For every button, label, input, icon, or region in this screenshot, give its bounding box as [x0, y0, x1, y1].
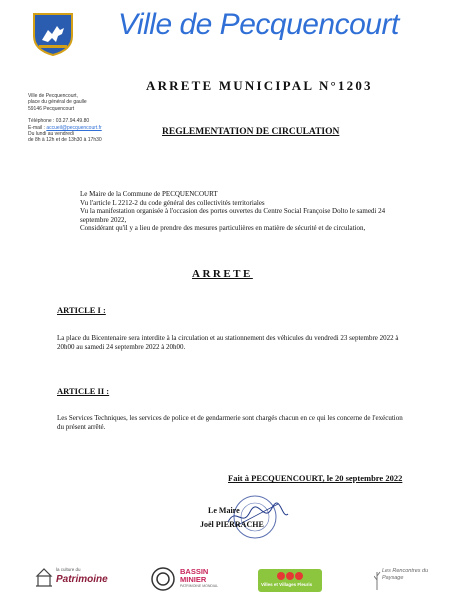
article-2-heading: ARTICLE II : — [57, 386, 110, 396]
town-crest-logo — [30, 12, 76, 56]
contact-email-link[interactable]: accueil@pecquencourt.fr — [46, 124, 102, 131]
bassin-minier-text: BASSIN MINIER — [180, 567, 209, 584]
rencontres-paysage-text: Les Rencontres du Paysage — [382, 568, 429, 581]
contact-phone: Téléphone : 03.27.94.49.80 — [28, 118, 90, 125]
preamble — [80, 190, 400, 233]
villes-fleuris-text: Villes et Villages Fleuris — [261, 582, 313, 587]
flowers-icon — [276, 571, 304, 581]
article-1-text: La place du Bicentenaire sera interdite à la circulation et au stationnement des véhicules du vendredi 23 septembre 2022 à 20h00 au samedi 24 septembre 2022 à 20h00. — [57, 334, 399, 351]
town-title: Ville de Pecquencourt — [118, 8, 399, 41]
rencontres-paysage-logo — [374, 566, 434, 592]
patrimoine-logo — [34, 566, 114, 592]
contact-line: place du général de gaulle — [28, 99, 87, 106]
subject-heading: REGLEMENTATION DE CIRCULATION — [162, 127, 340, 137]
unesco-emblem-icon — [150, 566, 176, 592]
leaf-icon — [374, 568, 381, 590]
patrimoine-small-text: la culture du — [56, 567, 81, 572]
preamble-line: Le Maire de la Commune de PECQUENCOURT — [80, 190, 218, 198]
signatory-role: Le Maire — [208, 506, 240, 515]
arrete-heading: ARRETE — [192, 268, 253, 280]
preamble-line: Vu l'article L 2212-2 du code général des collectivités territoriales — [80, 198, 265, 207]
article-2-text: Les Services Techniques, les services de police et de gendarmerie sont chargés chacun en ce qui les concerne de l'exécution du présent arrêté. — [57, 414, 403, 431]
signatory-name: Joël PIERRACHE — [200, 520, 264, 529]
preamble-line: Considérant qu'il y a lieu de prendre des mesures particulières en matière de sécurité et de circulation, — [80, 224, 366, 233]
contact-hours: Du lundi au vendredi — [28, 131, 74, 138]
contact-block — [28, 93, 138, 144]
villes-fleuris-logo — [258, 569, 322, 592]
contact-line: Ville de Pecquencourt, — [28, 93, 78, 99]
signature-place-date: Fait à PECQUENCOURT, le 20 septembre 2022 — [228, 473, 403, 483]
patrimoine-big-text: Patrimoine — [56, 574, 108, 585]
preamble-line: Vu la manifestation organisée à l'occasion des portes ouvertes du Centre Social Françoise Dolto le samedi 24 septembre 2022, — [80, 207, 386, 224]
article-1-heading: ARTICLE I : — [57, 305, 106, 315]
bassin-minier-logo — [150, 566, 230, 594]
monument-icon — [34, 566, 54, 588]
contact-email-label: E-mail : — [28, 124, 45, 131]
contact-line: 59146 Pecquencourt — [28, 105, 75, 112]
bassin-minier-subtext: PATRIMOINE MONDIAL — [180, 584, 219, 588]
contact-hours: de 8h à 12h et de 13h30 à 17h30 — [28, 137, 102, 144]
arrete-number-title: ARRETE MUNICIPAL N°1203 — [146, 78, 373, 93]
